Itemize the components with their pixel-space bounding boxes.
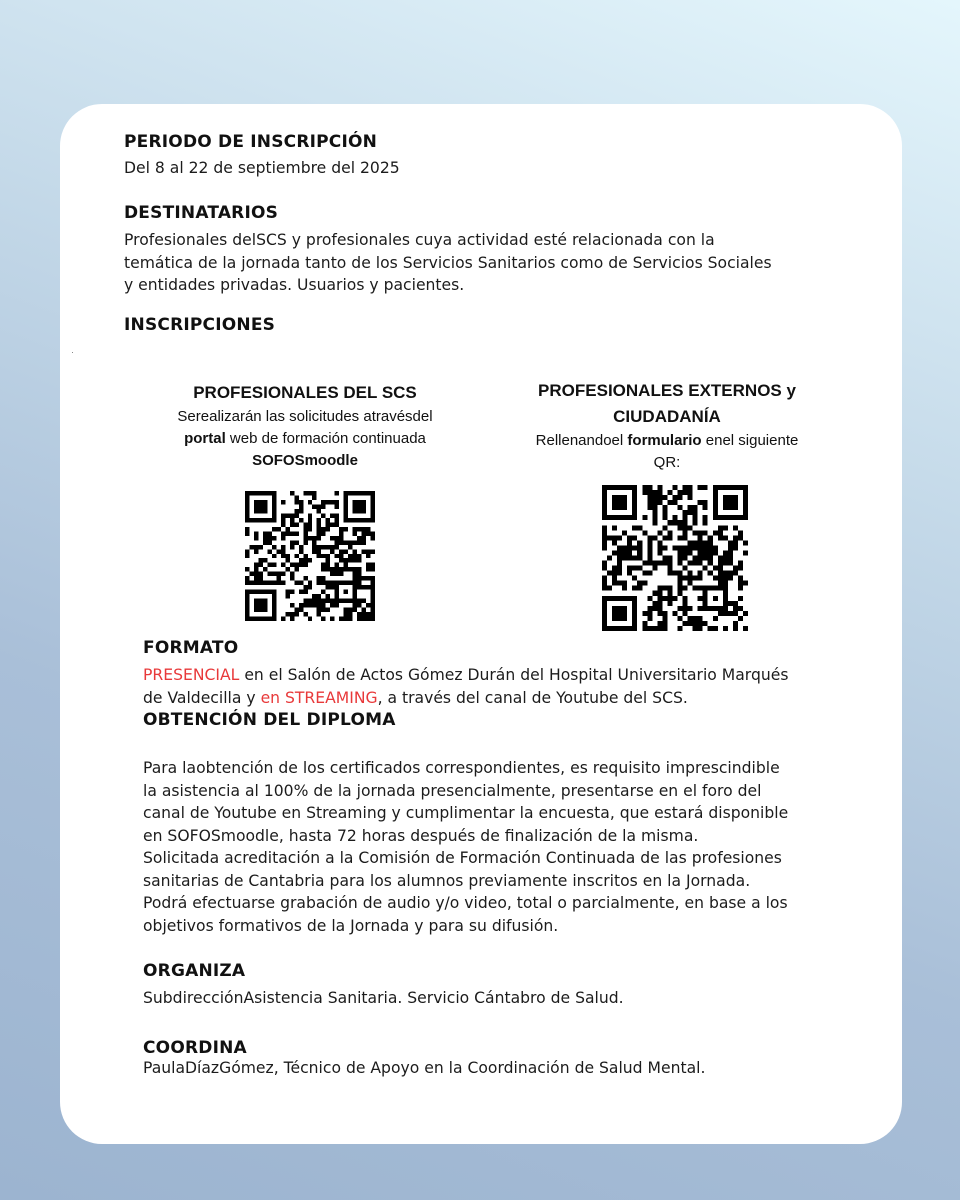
qr-code-externos-icon[interactable] bbox=[602, 485, 748, 631]
stray-dot bbox=[72, 352, 73, 353]
scs-portal-link[interactable]: portal bbox=[184, 430, 226, 447]
diploma-line: la asistencia al 100% de la jornada presencialmente, presentarse en el foro del bbox=[143, 781, 762, 800]
organiza-title: ORGANIZA bbox=[143, 961, 246, 981]
scs-line-2-rest: web de formación continuada bbox=[225, 430, 426, 447]
formato-presencial: PRESENCIAL bbox=[143, 666, 240, 684]
destinatarios-title: DESTINATARIOS bbox=[124, 203, 279, 223]
scs-line-3 bbox=[140, 450, 470, 472]
diploma-line: objetivos formativos de la Jornada y para su difusión. bbox=[143, 916, 559, 935]
externos-line-2: QR: bbox=[653, 454, 681, 471]
scs-sofosmoodle[interactable]: SOFOSmoodle bbox=[252, 452, 358, 469]
scs-heading: PROFESIONALES DEL SCS bbox=[193, 383, 417, 402]
periodo-dates: Del 8 al 22 de septiembre del 2025 bbox=[124, 159, 400, 177]
diploma-line: sanitarias de Cantabria para los alumnos previamente inscritos en la Jornada. bbox=[143, 871, 751, 890]
formato-line-2-post: , a través del canal de Youtube del SCS. bbox=[377, 688, 688, 707]
coordina-title: COORDINA bbox=[143, 1038, 247, 1058]
formato-line-2 bbox=[143, 687, 883, 710]
externos-formulario[interactable]: formulario bbox=[627, 432, 702, 449]
diploma-line: Solicitada acreditación a la Comisión de Formación Continuada de las profesiones bbox=[143, 849, 782, 867]
formato-title: FORMATO bbox=[143, 638, 239, 658]
scs-line-2 bbox=[140, 428, 470, 450]
inscripciones-title: INSCRIPCIONES bbox=[124, 315, 276, 335]
externos-line-1 bbox=[500, 430, 834, 452]
destinatarios-line: temática de la jornada tanto de los Servicios Sanitarios como de Servicios Sociales bbox=[124, 253, 772, 272]
externos-column bbox=[500, 378, 834, 474]
formato-line-1-rest: en el Salón de Actos Gómez Durán del Hospital Universitario Marqués bbox=[239, 666, 789, 684]
organiza-text: SubdirecciónAsistencia Sanitaria. Servicio Cántabro de Salud. bbox=[143, 989, 624, 1007]
destinatarios-line: y entidades privadas. Usuarios y pacientes. bbox=[124, 276, 465, 294]
destinatarios-line: Profesionales delSCS y profesionales cuya actividad esté relacionada con la bbox=[124, 231, 715, 249]
destinatarios-text bbox=[124, 229, 864, 297]
externos-heading-2: CIUDADANÍA bbox=[613, 407, 721, 426]
externos-heading-1: PROFESIONALES EXTERNOS y bbox=[538, 381, 796, 400]
formato-line-1 bbox=[143, 664, 883, 687]
externos-line-1-pre: Rellenandoel bbox=[535, 432, 628, 449]
qr-code-scs-icon[interactable] bbox=[245, 491, 375, 621]
coordina-text: PaulaDíazGómez, Técnico de Apoyo en la Coordinación de Salud Mental. bbox=[143, 1059, 706, 1077]
diploma-line: canal de Youtube en Streaming y cumplimentar la encuesta, que estará disponible bbox=[143, 804, 789, 822]
formato-streaming: en STREAMING bbox=[260, 688, 378, 707]
diploma-line: Para laobtención de los certificados correspondientes, es requisito imprescindible bbox=[143, 759, 780, 777]
periodo-title: PERIODO DE INSCRIPCIÓN bbox=[124, 132, 378, 152]
diploma-line: en SOFOSmoodle, hasta 72 horas después de finalización de la misma. bbox=[143, 826, 699, 845]
externos-line-1-post: enel siguiente bbox=[701, 432, 799, 449]
formato-text bbox=[143, 664, 883, 709]
scs-line-1: Serealizarán las solicitudes atravésdel bbox=[177, 408, 433, 425]
formato-line-2-pre: de Valdecilla y bbox=[143, 688, 261, 707]
scs-column bbox=[140, 380, 470, 472]
diploma-line: Podrá efectuarse grabación de audio y/o video, total o parcialmente, en base a los bbox=[143, 894, 788, 912]
diploma-text bbox=[143, 757, 883, 937]
diploma-title: OBTENCIÓN DEL DIPLOMA bbox=[143, 710, 396, 730]
